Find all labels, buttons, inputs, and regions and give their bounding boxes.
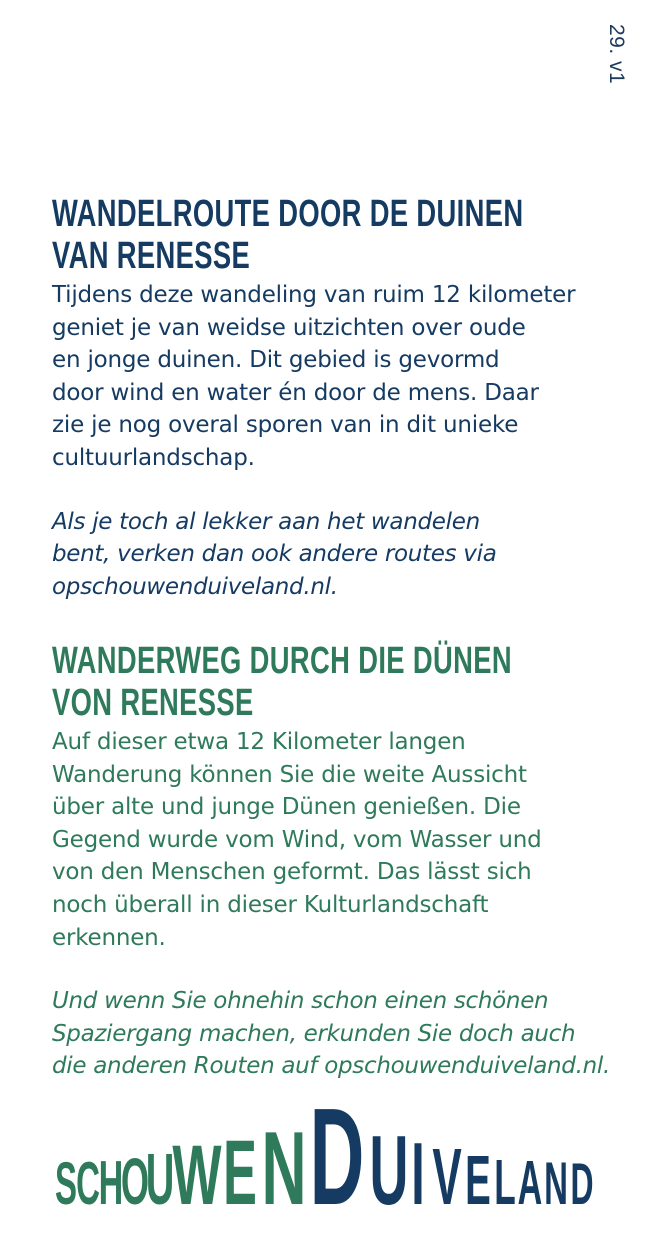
logo-letter: W	[172, 1128, 222, 1210]
dutch-title	[52, 193, 650, 277]
dutch-section	[52, 193, 642, 603]
german-body	[52, 726, 642, 954]
logo-letter: U	[369, 1114, 409, 1210]
logo-letter: H	[98, 1148, 124, 1210]
logo-letter: N	[261, 1110, 307, 1210]
dutch-body	[52, 279, 642, 475]
logo-letter: E	[465, 1140, 491, 1210]
german-note-line: die anderen Routen auf opschouwenduiveland.nl.	[52, 1053, 610, 1080]
german-body-line: noch überall in dieser Kulturlandschaft	[52, 891, 489, 918]
german-note	[52, 985, 642, 1083]
logo-letter: D	[309, 1100, 365, 1210]
dutch-body-line: Tijdens deze wandeling van ruim 12 kilometer	[52, 282, 576, 308]
german-body-line: erkennen.	[52, 924, 166, 951]
logo-letter: I	[411, 1125, 425, 1210]
logo-letter: D	[570, 1151, 594, 1210]
german-body-line: von den Menschen geformt. Das lässt sich	[52, 859, 532, 886]
dutch-note-line: opschouwenduiveland.nl.	[52, 573, 338, 600]
dutch-title-line: WANDELROUTE DOOR DE DUINEN	[52, 193, 524, 235]
logo-letter: S	[54, 1150, 78, 1210]
german-note-line: Und wenn Sie ohnehin schon einen schönen	[52, 988, 549, 1015]
logo-letter: V	[432, 1132, 462, 1210]
dutch-body-line: cultuurlandschap.	[52, 444, 255, 471]
schouwen-duiveland-logo	[54, 1100, 599, 1210]
logo-letter: C	[76, 1150, 100, 1210]
dutch-note-line: bent, verken dan ook andere routes via	[52, 541, 497, 568]
german-body-line: Auf dieser etwa 12 Kilometer langen	[52, 729, 466, 755]
german-body-line: Wanderung können Sie die weite Aussicht	[52, 761, 527, 788]
german-title-line: WANDERWEG DURCH DIE DÜNEN	[52, 640, 512, 682]
german-note-line: Spaziergang machen, erkunden Sie doch auch	[52, 1020, 576, 1047]
german-body-line: Gegend wurde vom Wind, vom Wasser und	[52, 826, 542, 853]
logo-letter: N	[544, 1150, 568, 1210]
dutch-body-line: zie je nog overal sporen van in dit unieke	[52, 412, 519, 439]
version-label: 29. v1	[605, 24, 628, 85]
logo-letter: E	[223, 1120, 257, 1210]
logo-letter: A	[517, 1148, 543, 1210]
dutch-note-line: Als je toch al lekker aan het wandelen	[52, 508, 480, 535]
dutch-title-line: VAN RENESSE	[52, 235, 251, 277]
german-title-line: VON RENESSE	[52, 682, 254, 724]
german-title	[52, 640, 650, 724]
dutch-body-line: door wind en water én door de mens. Daar	[52, 379, 539, 406]
logo-letter: U	[145, 1139, 175, 1210]
dutch-body-line: en jonge duinen. Dit gebied is gevormd	[52, 347, 500, 374]
dutch-body-line: geniet je van weidse uitzichten over oude	[52, 314, 526, 341]
dutch-note	[52, 506, 642, 604]
german-body-line: über alte und junge Dünen genießen. Die	[52, 794, 521, 821]
logo-letter: O	[120, 1145, 150, 1210]
logo-letter: L	[494, 1145, 516, 1210]
german-section	[52, 640, 642, 1083]
